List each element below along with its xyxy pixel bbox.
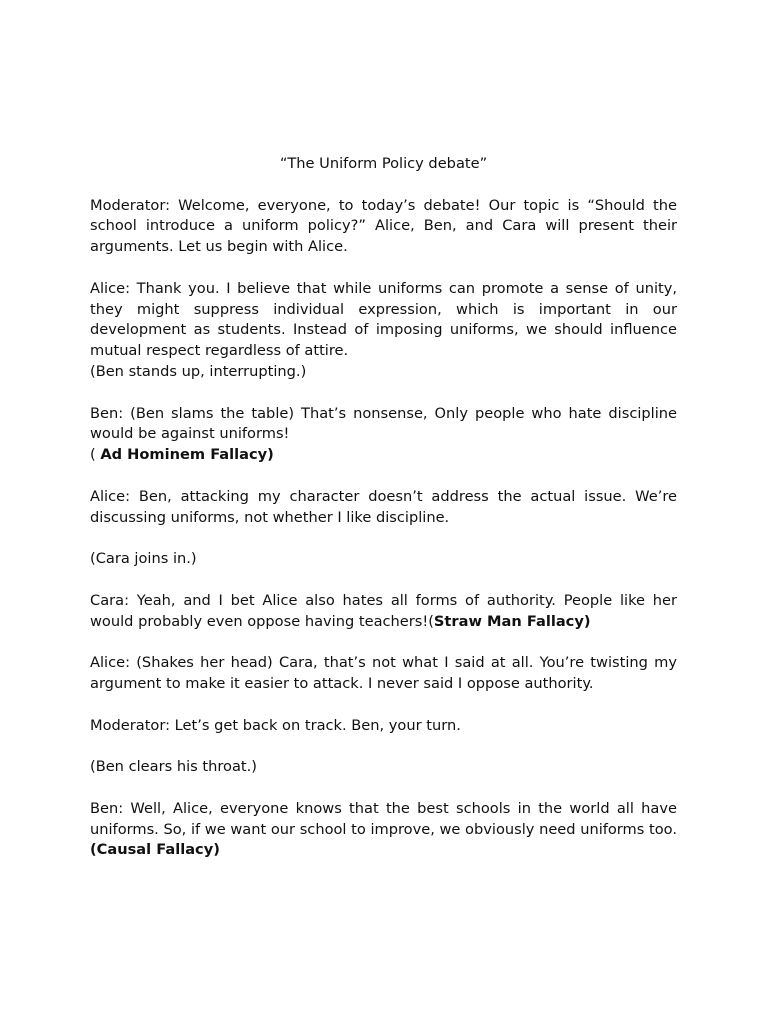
cara-statement-text: Cara: Yeah, and I bet Alice also hates all forms of authority. People like her would probably even oppose having teachers!(	[90, 591, 677, 630]
ben-second-paragraph	[90, 799, 677, 861]
document-title: “The Uniform Policy debate”	[279, 155, 488, 172]
moderator-back-paragraph: Moderator: Let’s get back on track. Ben, your turn.	[90, 716, 461, 734]
ben-first-paragraph	[90, 404, 677, 466]
alice-opening-paragraph	[90, 279, 677, 383]
alice-reply-2-paragraph: Alice: (Shakes her head) Cara, that’s not what I said at all. You’re twisting my argument to make it easier to attack. I never said I oppose authority.	[90, 654, 677, 692]
cara-joins-paragraph: (Cara joins in.)	[90, 550, 197, 568]
alice-reply-1-paragraph: Alice: Ben, attacking my character doesn’t address the actual issue. We’re discussing uniforms, not whether I like discipline.	[90, 487, 677, 526]
ben-interrupts-line: (Ben stands up, interrupting.)	[90, 362, 307, 380]
ben-clears-paragraph: (Ben clears his throat.)	[90, 758, 257, 776]
straw-man-fallacy-label: Straw Man Fallacy)	[433, 612, 591, 630]
cara-statement-paragraph	[90, 591, 677, 633]
causal-fallacy-label: (Causal Fallacy)	[90, 841, 220, 859]
ad-hominem-fallacy-label: Ad Hominem Fallacy)	[100, 446, 274, 464]
ad-hominem-open-paren: (	[90, 446, 101, 464]
ad-hominem-line	[90, 445, 677, 466]
document-page	[90, 154, 677, 882]
ben-second-text: Ben: Well, Alice, everyone knows that the best schools in the world all have uniforms. So, if we want our school to improve, we obviously need uniforms too.	[90, 799, 677, 838]
ben-first-text: Ben: (Ben slams the table) That’s nonsense, Only people who hate discipline would be against uniforms!	[90, 404, 677, 443]
alice-opening-text: Alice: Thank you. I believe that while uniforms can promote a sense of unity, they might suppress individual expression, which is important in our development as students. Instead of imposing uniforms, we should influence mutual respect regardless of attire.	[90, 279, 677, 360]
moderator-intro-paragraph: Moderator: Welcome, everyone, to today’s debate! Our topic is “Should the school introduce a uniform policy?” Alice, Ben, and Cara will present their arguments. Let us begin with Alice.	[90, 196, 677, 256]
